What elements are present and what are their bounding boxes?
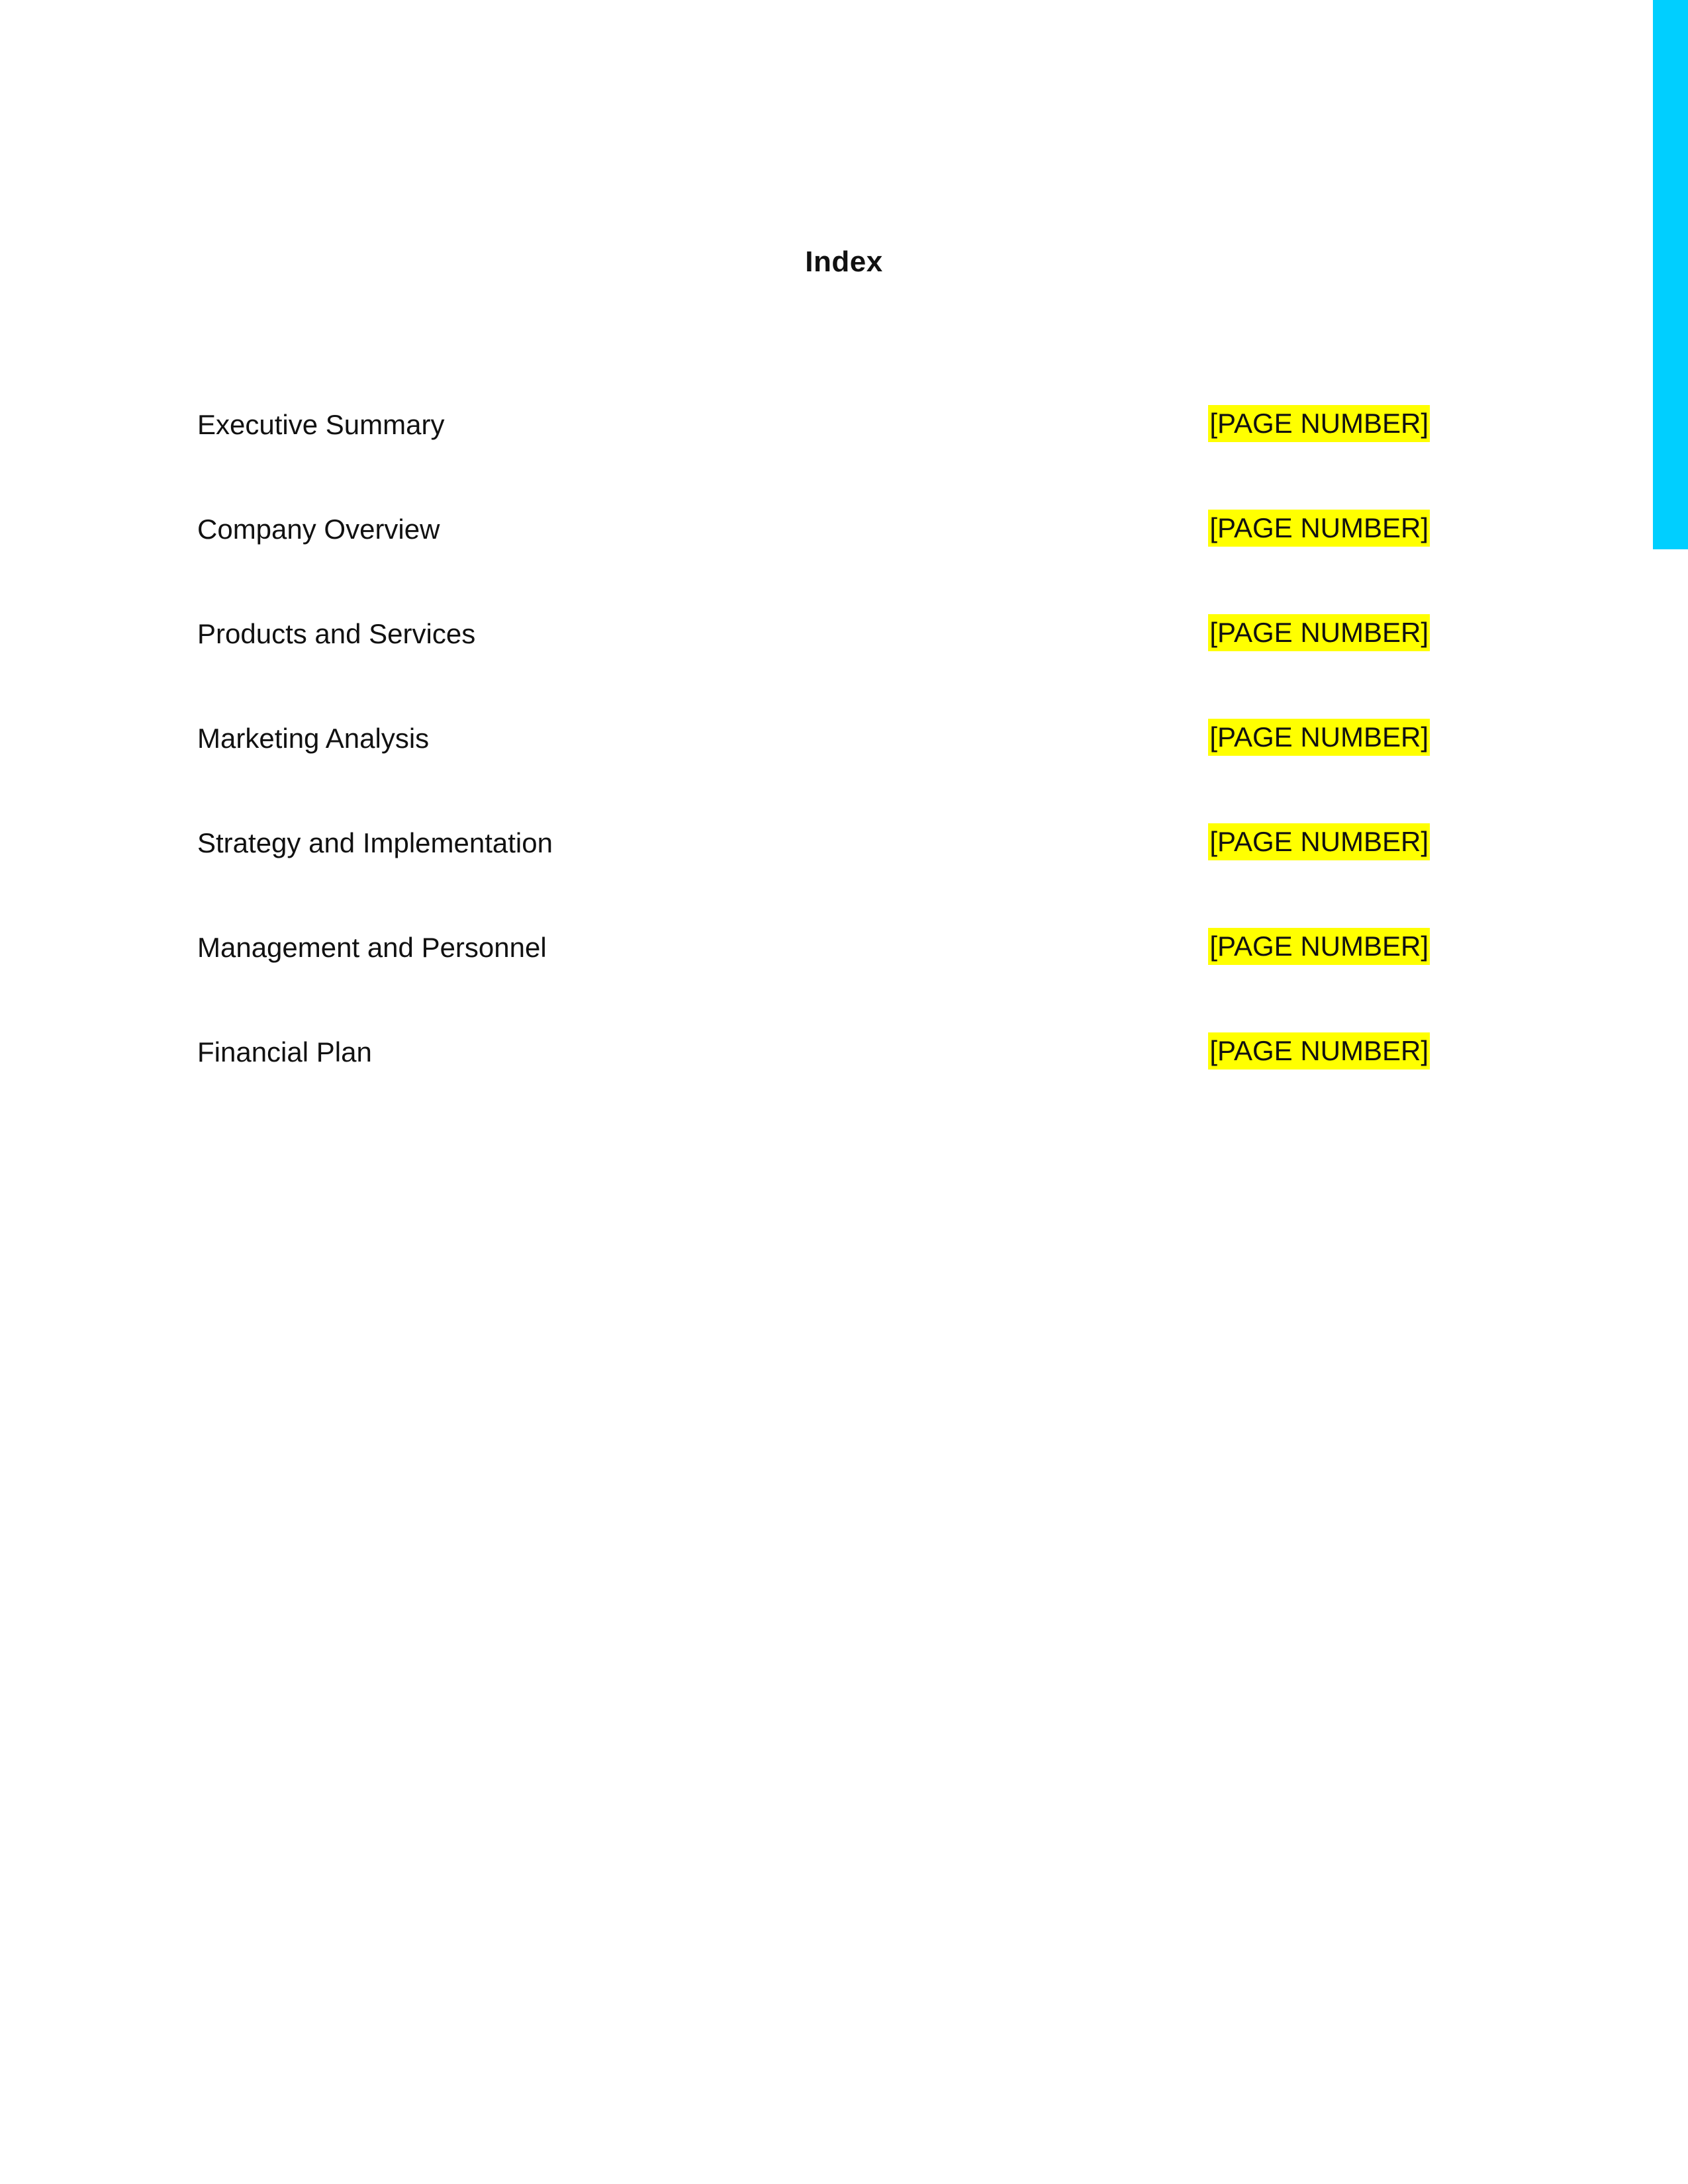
index-entry-page-number: [PAGE NUMBER]	[1208, 510, 1430, 547]
index-entry-label: Executive Summary	[197, 409, 445, 440]
index-entry	[197, 717, 1430, 822]
index-entry	[197, 927, 1430, 1031]
index-entry-page-number: [PAGE NUMBER]	[1208, 1032, 1430, 1069]
index-entry-label: Products and Services	[197, 618, 476, 649]
index-entry-label: Company Overview	[197, 514, 440, 545]
index-entry	[197, 404, 1430, 508]
index-entry	[197, 1031, 1430, 1136]
page-title: Index	[805, 246, 883, 278]
index-entry-label: Financial Plan	[197, 1036, 372, 1068]
index-entry-page-number: [PAGE NUMBER]	[1208, 928, 1430, 965]
index-entry-page-number: [PAGE NUMBER]	[1208, 614, 1430, 651]
index-entry-page-number: [PAGE NUMBER]	[1208, 719, 1430, 756]
index-entry	[197, 822, 1430, 927]
index-entry-label: Strategy and Implementation	[197, 827, 553, 858]
index-entry-label: Marketing Analysis	[197, 723, 430, 754]
index-entry	[197, 508, 1430, 613]
index-entry-label: Management and Personnel	[197, 932, 547, 963]
index-entry-page-number: [PAGE NUMBER]	[1208, 823, 1430, 860]
index-entry-page-number: [PAGE NUMBER]	[1208, 405, 1430, 442]
index-entry	[197, 613, 1430, 717]
index-list	[197, 404, 1430, 1136]
